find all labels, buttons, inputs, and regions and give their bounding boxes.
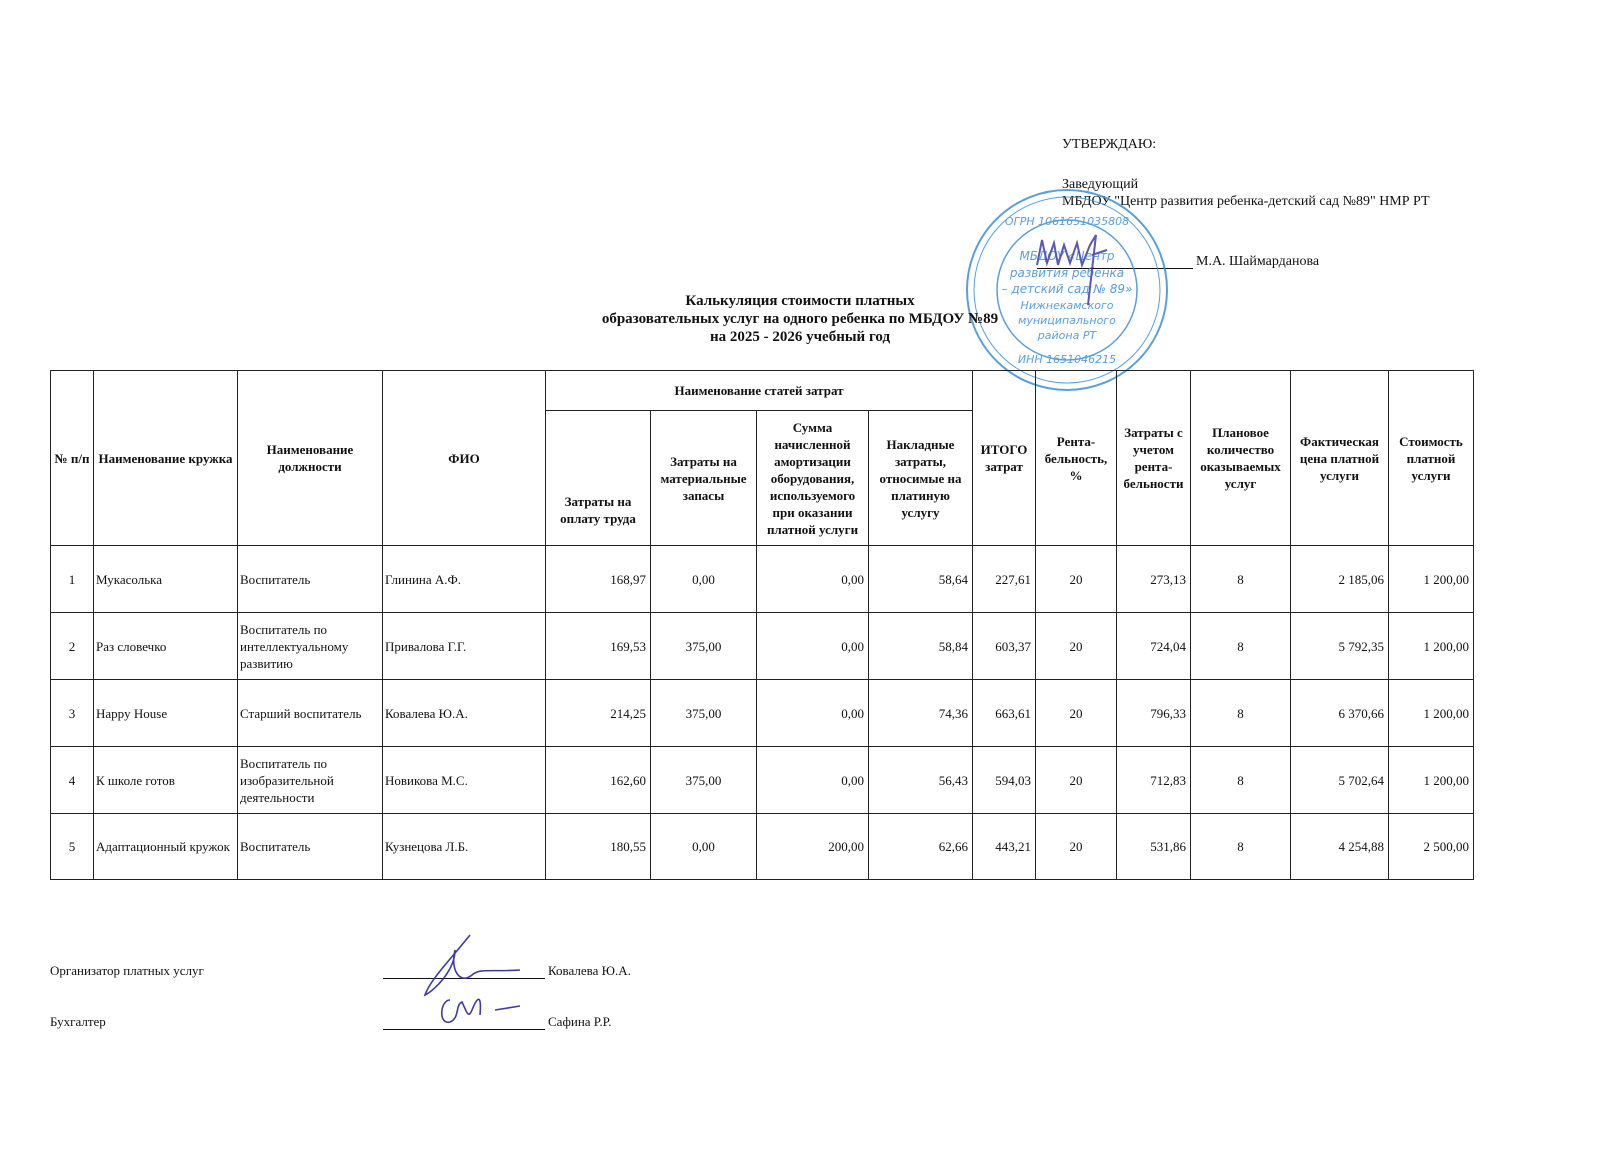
header-num: № п/п (51, 371, 94, 546)
cell-materials: 375,00 (651, 680, 757, 747)
header-depreciation: Сумма начисленной амортизации оборудования, используемого при оказании платной услуги (757, 411, 869, 546)
cell-fio: Ковалева Ю.А. (383, 680, 546, 747)
cell-num: 3 (51, 680, 94, 747)
cell-club: Мукасолька (94, 546, 238, 613)
title-line-1: Калькуляция стоимости платных (685, 293, 915, 309)
cell-cost: 2 500,00 (1389, 814, 1474, 880)
cell-fio: Новикова М.С. (383, 747, 546, 814)
cell-club: Адаптационный кружок (94, 814, 238, 880)
stamp-inn: ИНН 1651046215 (1017, 353, 1117, 366)
cell-labor: 168,97 (546, 546, 651, 613)
cell-depreciation: 0,00 (757, 613, 869, 680)
cell-total: 603,37 (973, 613, 1036, 680)
cell-total: 594,03 (973, 747, 1036, 814)
header-with-profit: Затраты с учетом рента-бельности (1117, 371, 1191, 546)
stamp-line: МБДОУ «Центр (1019, 249, 1115, 263)
cell-num: 4 (51, 747, 94, 814)
cell-fio: Кузнецова Л.Б. (383, 814, 546, 880)
cell-materials: 0,00 (651, 814, 757, 880)
stamp-line: – детский сад № 89» (1001, 282, 1133, 296)
cell-materials: 375,00 (651, 613, 757, 680)
cell-overhead: 56,43 (869, 747, 973, 814)
cell-depreciation: 200,00 (757, 814, 869, 880)
cell-total: 443,21 (973, 814, 1036, 880)
header-fio: ФИО (383, 371, 546, 546)
table-row (51, 814, 1474, 880)
cell-profitability: 20 (1036, 680, 1117, 747)
header-labor: Затраты на оплату труда (546, 411, 651, 546)
cell-club: Happy House (94, 680, 238, 747)
stamp-line: Нижнекамского (1020, 299, 1114, 312)
cell-cost: 1 200,00 (1389, 546, 1474, 613)
cell-fio: Глинина А.Ф. (383, 546, 546, 613)
cell-overhead: 62,66 (869, 814, 973, 880)
table-row (51, 680, 1474, 747)
cell-depreciation: 0,00 (757, 747, 869, 814)
cell-overhead: 58,64 (869, 546, 973, 613)
document-title (400, 292, 1200, 346)
cell-position: Воспитатель (238, 546, 383, 613)
header-actual-price: Фактическая цена платной услуги (1291, 371, 1389, 546)
cell-actual-price: 4 254,88 (1291, 814, 1389, 880)
cell-num: 2 (51, 613, 94, 680)
cell-materials: 375,00 (651, 747, 757, 814)
cell-overhead: 58,84 (869, 613, 973, 680)
cell-planned-qty: 8 (1191, 814, 1291, 880)
cell-cost: 1 200,00 (1389, 747, 1474, 814)
cell-actual-price: 5 702,64 (1291, 747, 1389, 814)
cell-depreciation: 0,00 (757, 680, 869, 747)
cell-profitability: 20 (1036, 814, 1117, 880)
approval-organization: МБДОУ "Центр развития ребенка-детский сад №89" НМР РТ (1062, 194, 1430, 209)
signatures (410, 930, 540, 1040)
cell-num: 5 (51, 814, 94, 880)
header-cost: Стоимость платной услуги (1389, 371, 1474, 546)
approval-signer: М.А. Шаймарданова (1196, 254, 1320, 269)
header-overhead: Накладные затраты, относимые на платиную услугу (869, 411, 973, 546)
cell-profitability: 20 (1036, 546, 1117, 613)
cell-overhead: 74,36 (869, 680, 973, 747)
organizer-label: Организатор платных услуг (50, 963, 204, 978)
cell-position: Воспитатель по интеллектуальному развитию (238, 613, 383, 680)
title-line-3: на 2025 - 2026 учебный год (709, 329, 891, 345)
cell-club: Раз словечко (94, 613, 238, 680)
header-planned-qty: Плановое количество оказываемых услуг (1191, 371, 1291, 546)
table-row (51, 613, 1474, 680)
cell-position: Воспитатель по изобразительной деятельности (238, 747, 383, 814)
cell-materials: 0,00 (651, 546, 757, 613)
cell-fio: Привалова Г.Г. (383, 613, 546, 680)
approval-position: Заведующий (1062, 177, 1139, 192)
cell-cost: 1 200,00 (1389, 680, 1474, 747)
cell-depreciation: 0,00 (757, 546, 869, 613)
cell-with-profit: 796,33 (1117, 680, 1191, 747)
cell-position: Воспитатель (238, 814, 383, 880)
cell-profitability: 20 (1036, 613, 1117, 680)
cell-actual-price: 5 792,35 (1291, 613, 1389, 680)
cell-with-profit: 712,83 (1117, 747, 1191, 814)
header-position: Наименование должности (238, 371, 383, 546)
cost-calculation-table (50, 370, 1474, 880)
cell-planned-qty: 8 (1191, 613, 1291, 680)
cell-labor: 214,25 (546, 680, 651, 747)
stamp-line: развития ребенка (1009, 266, 1125, 280)
stamp-ogrn: ОГРН 1061651035808 (1004, 215, 1130, 228)
cell-position: Старший воспитатель (238, 680, 383, 747)
cell-actual-price: 6 370,66 (1291, 680, 1389, 747)
header-profitability: Рента-бельность, % (1036, 371, 1117, 546)
cell-total: 663,61 (973, 680, 1036, 747)
header-cost-items: Наименование статей затрат (546, 371, 973, 411)
cell-profitability: 20 (1036, 747, 1117, 814)
accountant-name: Сафина Р.Р. (548, 1014, 612, 1029)
accountant-label: Бухгалтер (50, 1014, 106, 1029)
table-row (51, 747, 1474, 814)
cell-actual-price: 2 185,06 (1291, 546, 1389, 613)
cell-planned-qty: 8 (1191, 680, 1291, 747)
cell-planned-qty: 8 (1191, 747, 1291, 814)
title-line-2: образовательных услуг на одного ребенка по МБДОУ №89 (601, 311, 999, 327)
cell-with-profit: 724,04 (1117, 613, 1191, 680)
table-row (51, 546, 1474, 613)
organizer-name: Ковалева Ю.А. (548, 963, 631, 978)
approval-heading: УТВЕРЖДАЮ: (1062, 137, 1157, 152)
stamp-line: муниципального (1018, 314, 1116, 327)
cell-total: 227,61 (973, 546, 1036, 613)
cell-num: 1 (51, 546, 94, 613)
cell-club: К школе готов (94, 747, 238, 814)
header-materials: Затраты на материальные запасы (651, 411, 757, 546)
cell-labor: 169,53 (546, 613, 651, 680)
cell-labor: 180,55 (546, 814, 651, 880)
cell-planned-qty: 8 (1191, 546, 1291, 613)
cell-cost: 1 200,00 (1389, 613, 1474, 680)
cell-with-profit: 531,86 (1117, 814, 1191, 880)
header-club: Наименование кружка (94, 371, 238, 546)
organization-stamp (962, 185, 1172, 395)
header-total: ИТОГО затрат (973, 371, 1036, 546)
cell-with-profit: 273,13 (1117, 546, 1191, 613)
cell-labor: 162,60 (546, 747, 651, 814)
stamp-line: района РТ (1037, 329, 1097, 342)
